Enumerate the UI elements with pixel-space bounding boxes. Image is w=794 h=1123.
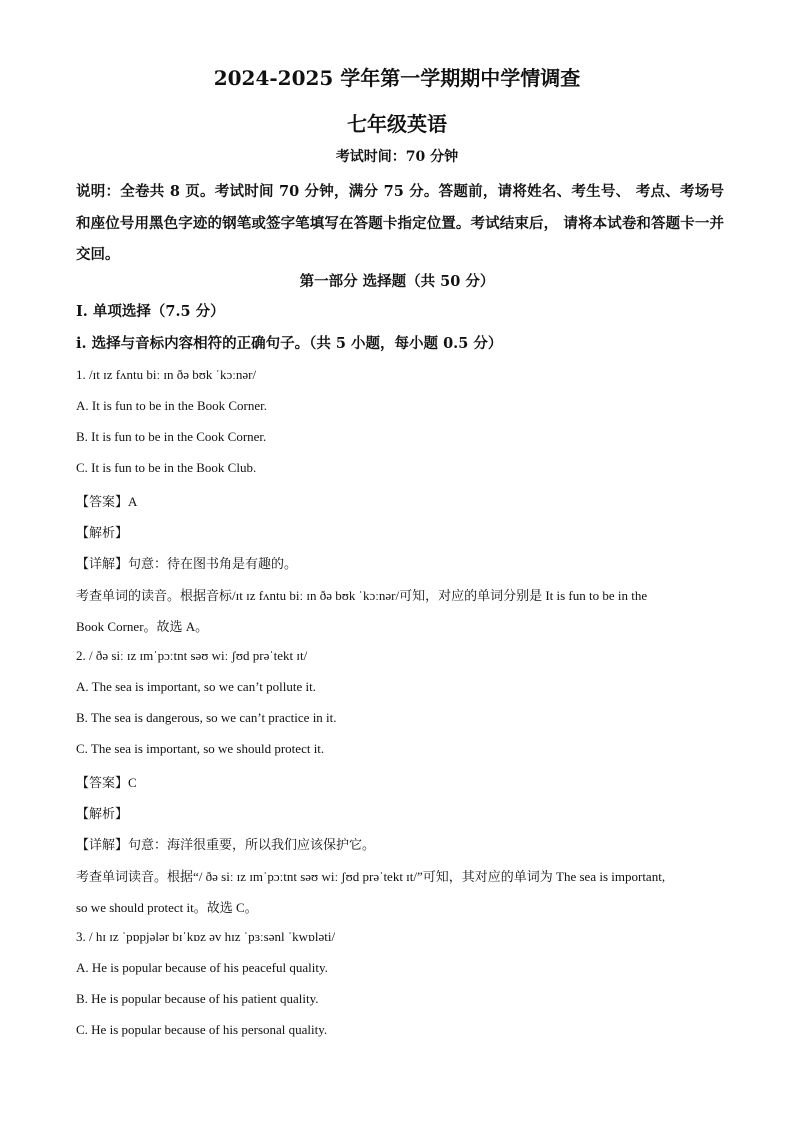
answer-value: A bbox=[128, 494, 138, 509]
detail-line bbox=[76, 834, 375, 853]
analysis-label: 【解析】 bbox=[76, 807, 129, 822]
exam-title: 2024-2025 学年第一学期期中学情调查 bbox=[213, 66, 581, 90]
option-c: C. It is fun to be in the Book Club. bbox=[76, 460, 257, 475]
explanation-line: Book Corner。故选 A。 bbox=[76, 619, 209, 634]
detail-label: 【详解】 bbox=[76, 557, 129, 572]
detail-text: 句意：待在图书角是有趣的。 bbox=[128, 557, 298, 572]
sub-title: i. 选择与音标内容相符的正确句子。（共 5 小题，每小题 0.5 分） bbox=[76, 335, 503, 352]
option-a: A. He is popular because of his peaceful quality. bbox=[76, 960, 328, 975]
answer-line bbox=[76, 491, 137, 510]
question-stem: 2. / ðə siː ɪz ɪmˈpɔːtnt səʊ wiː ʃʊd prəˈtekt ɪt/ bbox=[76, 648, 308, 663]
answer-label: 【答案】 bbox=[76, 495, 129, 510]
detail-line bbox=[76, 553, 297, 572]
section-title: 第一部分 选择题（共 50 分） bbox=[299, 273, 495, 290]
answer-label: 【答案】 bbox=[76, 776, 129, 791]
detail-text: 句意：海洋很重要，所以我们应该保护它。 bbox=[128, 838, 376, 853]
option-b: B. It is fun to be in the Cook Corner. bbox=[76, 429, 267, 444]
option-a: A. The sea is important, so we can’t pollute it. bbox=[76, 679, 316, 694]
detail-label: 【详解】 bbox=[76, 838, 129, 853]
option-a: A. It is fun to be in the Book Corner. bbox=[76, 398, 268, 413]
explanation-line: so we should protect it。故选 C。 bbox=[76, 900, 258, 915]
option-b: B. The sea is dangerous, so we can’t practice in it. bbox=[76, 710, 337, 725]
part-title: Ⅰ. 单项选择（7.5 分） bbox=[76, 303, 225, 320]
analysis-label: 【解析】 bbox=[76, 526, 129, 541]
explanation-line: 考查单词读音。根据“/ ðə siː ɪz ɪmˈpɔːtnt səʊ wiː ʃʊd prəˈtekt ɪt/”可知，其对应的单词为 The sea is important, bbox=[76, 869, 666, 884]
question-stem: 3. / hɪ ɪz ˈpɒpjələr bɪˈkɒz əv hɪz ˈpɜːsənl ˈkwɒləti/ bbox=[76, 929, 336, 944]
answer-value: C bbox=[128, 775, 137, 790]
option-b: B. He is popular because of his patient quality. bbox=[76, 991, 319, 1006]
option-c: C. He is popular because of his personal quality. bbox=[76, 1022, 328, 1037]
answer-line bbox=[76, 772, 137, 791]
question-stem: 1. /ɪt ɪz fʌntu biː ɪn ðə bʊk ˈkɔːnər/ bbox=[76, 367, 257, 382]
option-c: C. The sea is important, so we should protect it. bbox=[76, 741, 325, 756]
exam-time: 考试时间：70 分钟 bbox=[335, 149, 459, 165]
explanation-line: 考查单词的读音。根据音标/ɪt ɪz fʌntu biː ɪn ðə bʊk ˈkɔːnər/可知，对应的单词分别是 It is fun to be in the bbox=[76, 588, 648, 603]
exam-subject: 七年级英语 bbox=[347, 112, 447, 136]
exam-instructions: 说明：全卷共 8 页。考试时间 70 分钟，满分 75 分。答题前，请将姓名、考生号、 考点、考场号和座位号用黑色字迹的钢笔或签字笔填写在答题卡指定位置。考试结束后， 请将本试卷和答题卡一并交回。 bbox=[76, 183, 724, 263]
